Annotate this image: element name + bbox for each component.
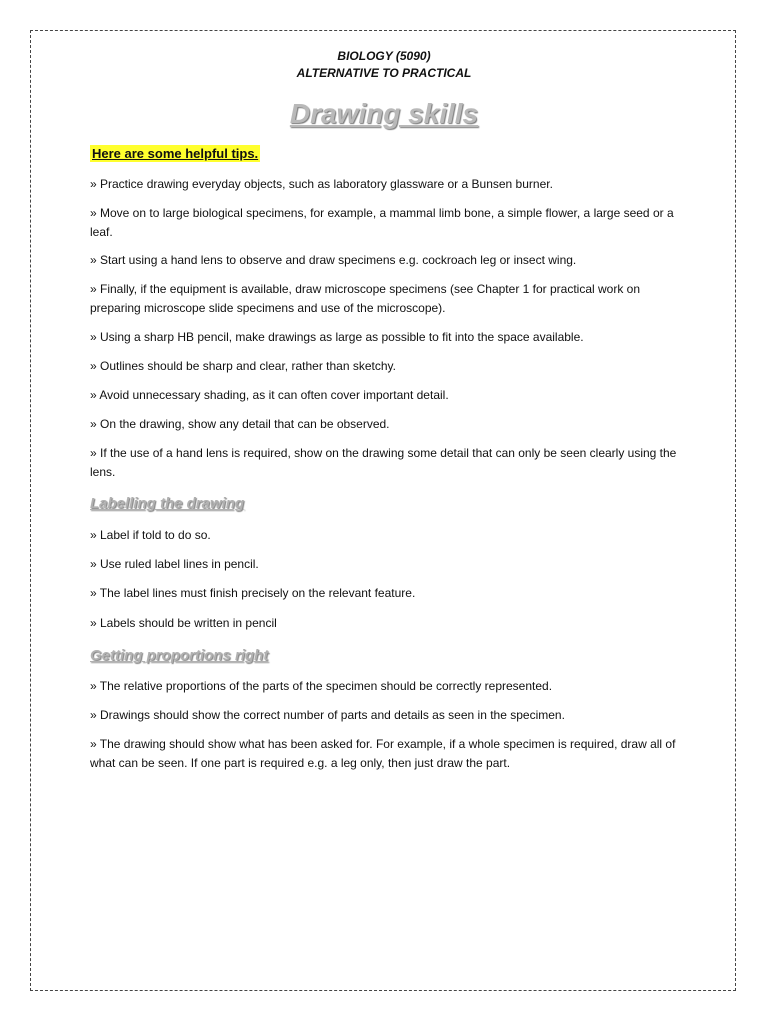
tip-item: » Outlines should be sharp and clear, rather than sketchy. <box>90 359 396 373</box>
proportions-item: » The relative proportions of the parts of the specimen should be correctly represented. <box>90 679 553 693</box>
labelling-heading: Labelling the drawing <box>90 495 245 512</box>
tip-item: » On the drawing, show any detail that can be observed. <box>90 417 390 431</box>
labelling-item: » Use ruled label lines in pencil. <box>90 557 259 571</box>
labelling-item: » Label if told to do so. <box>90 528 211 542</box>
labelling-item: » The label lines must finish precisely on the relevant feature. <box>90 586 416 600</box>
labelling-item: » Labels should be written in pencil <box>90 616 277 630</box>
subject-code: BIOLOGY (5090) <box>337 49 431 63</box>
tip-item: » Move on to large biological specimens, for example, a mammal limb bone, a simple flower, a large seed or a leaf. <box>90 206 674 239</box>
tip-item: » Finally, if the equipment is available, draw microscope specimens (see Chapter 1 for practical work on preparing microscope slide specimens and use of the microscope). <box>90 282 641 315</box>
paper-name: ALTERNATIVE TO PRACTICAL <box>296 66 472 80</box>
page-title: Drawing skills <box>289 98 479 129</box>
tip-item: » Avoid unnecessary shading, as it can often cover important detail. <box>90 388 449 402</box>
proportions-heading: Getting proportions right <box>90 647 269 664</box>
tips-heading: Here are some helpful tips. <box>92 146 259 161</box>
tip-item: » Using a sharp HB pencil, make drawings as large as possible to fit into the space available. <box>90 330 584 344</box>
tip-item: » Practice drawing everyday objects, such as laboratory glassware or a Bunsen burner. <box>90 177 553 191</box>
tip-item: » If the use of a hand lens is required, show on the drawing some detail that can only be seen clearly using the lens. <box>90 446 677 479</box>
proportions-item: » Drawings should show the correct number of parts and details as seen in the specimen. <box>90 708 565 722</box>
tip-item: » Start using a hand lens to observe and draw specimens e.g. cockroach leg or insect wing. <box>90 253 577 267</box>
proportions-item: » The drawing should show what has been asked for. For example, if a whole specimen is required, draw all of what can be seen. If one part is required e.g. a leg only, then just draw the part. <box>90 737 676 770</box>
